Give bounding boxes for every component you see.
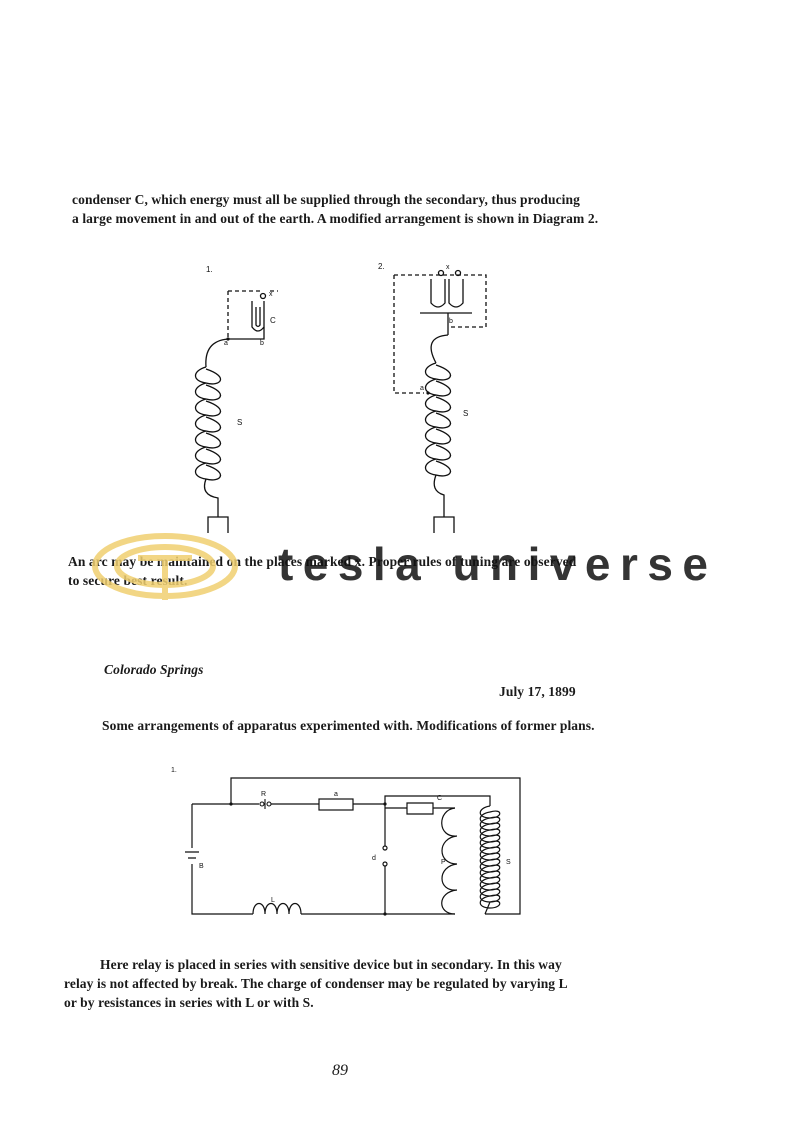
paragraph-4-line-1: Here relay is placed in series with sensitive device but in secondary. In this way (100, 957, 562, 972)
paragraph-3: Some arrangements of apparatus experimented with. Modifications of former plans. (102, 718, 595, 733)
paragraph-2-line-2: to secure best result. (68, 573, 188, 588)
paragraph-1-line-2: a large movement in and out of the earth. A modified arrangement is shown in Diagram 2. (72, 211, 599, 226)
circuit-label-r: R (261, 791, 267, 798)
circuit-label-p: P (441, 859, 446, 866)
watermark-emblem-icon (95, 536, 235, 600)
circuit-number: 1. (171, 767, 177, 774)
circuit-diagram (165, 760, 535, 930)
paragraph-4-line-3: or by resistances in series with L or with S. (64, 995, 314, 1010)
circuit-label-c: C (437, 795, 443, 802)
circuit-label-a: a (334, 791, 338, 798)
diagram-2-label-s: S (463, 409, 469, 418)
circuit-label-d: d (372, 855, 376, 862)
diagram-2-label-x: x (446, 264, 450, 271)
paragraph-1-line-1: condenser C, which energy must all be supplied through the secondary, thus producing (72, 192, 580, 207)
paragraph-1 (72, 190, 642, 228)
coil-diagrams (190, 255, 510, 540)
diagram-2-number: 2. (378, 262, 385, 271)
watermark-text: tesla universe (278, 538, 708, 590)
location: Colorado Springs (104, 662, 204, 677)
diagram-1-label-b: b (260, 340, 264, 347)
date: July 17, 1899 (499, 684, 576, 699)
circuit-label-s: S (506, 859, 511, 866)
page-number: 89 (332, 1062, 348, 1079)
tesla-universe-watermark (90, 530, 715, 612)
diagram-1-label-c: C (270, 316, 276, 325)
paragraph-2-line-1: An arc may be maintained on the places marked x. Proper rules of tuning are observed (68, 554, 577, 569)
diagram-1-number: 1. (206, 265, 213, 274)
diagram-1-label-x: x (269, 291, 273, 298)
circuit-label-b: B (199, 863, 204, 870)
diagram-2-label-b: b (449, 318, 453, 325)
paragraph-4-line-2: relay is not affected by break. The charge of condenser may be regulated by varying L (64, 976, 568, 991)
paragraph-4 (64, 955, 634, 1012)
diagram-1-label-a: a (224, 340, 228, 347)
circuit-label-l: L (271, 897, 275, 904)
diagram-2-label-a: a (420, 385, 424, 392)
diagram-1-label-s: S (237, 418, 243, 427)
